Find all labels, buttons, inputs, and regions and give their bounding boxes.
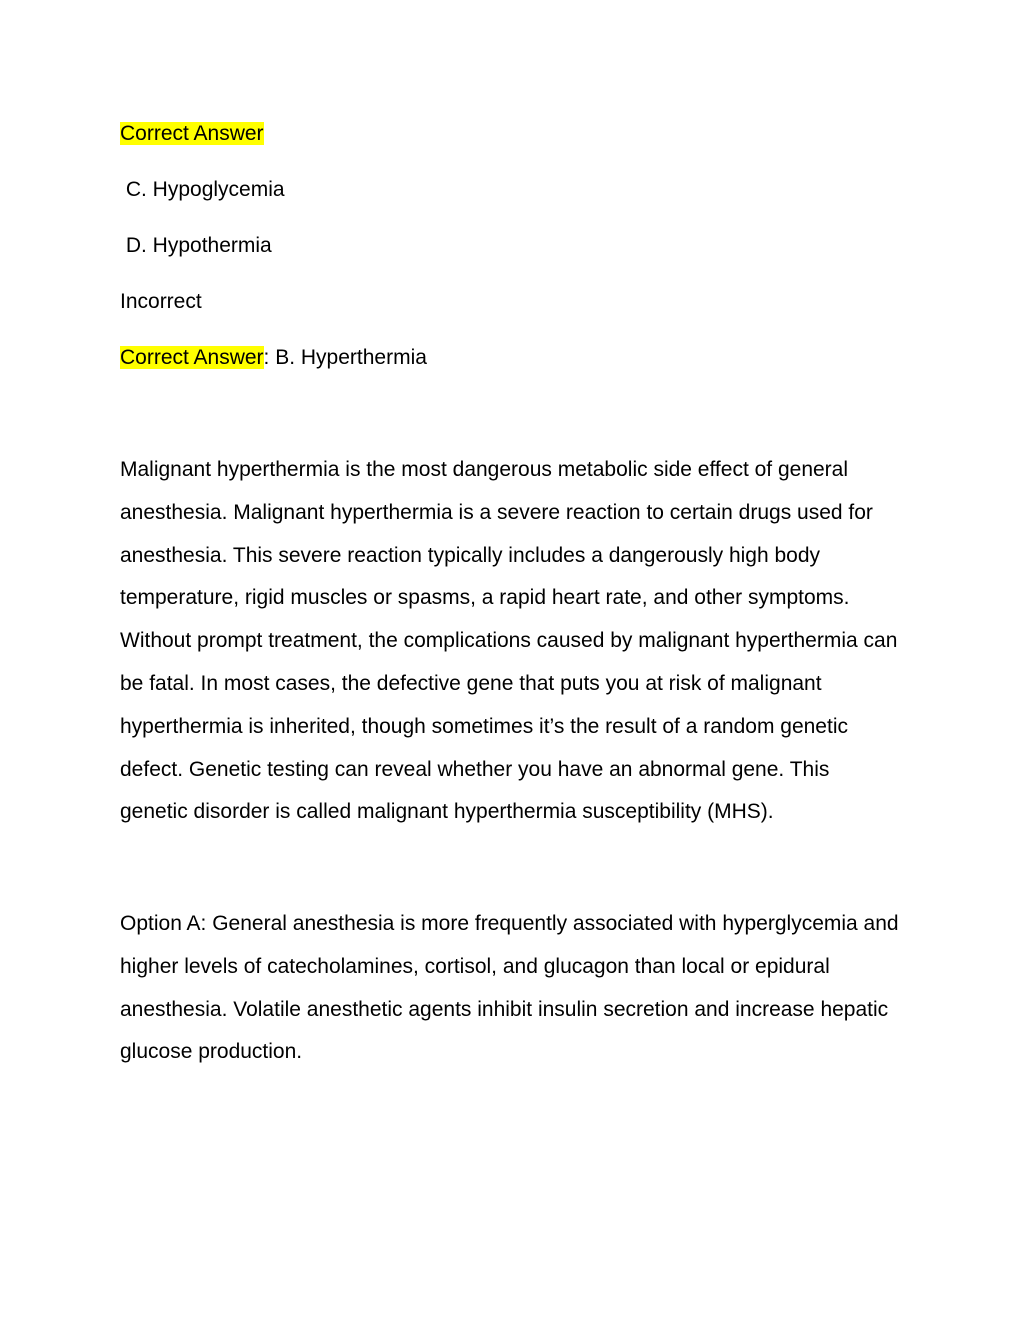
- correct-answer-heading: [120, 121, 264, 147]
- highlighted-label: Correct Answer: [120, 122, 264, 145]
- option-a-explanation: Option A: General anesthesia is more frequently associated with hyperglycemia and higher levels of catecholamines, cortisol, and glucagon than local or epidural anesthesia. Volatile anesthetic agents inhibit insulin secretion and increase hepatic glucose production.: [120, 912, 899, 1064]
- option-c: C. Hypoglycemia: [120, 178, 285, 201]
- correct-answer-line: [120, 345, 427, 371]
- correct-answer-label: Correct Answer: [120, 346, 264, 369]
- explanation-paragraph: Malignant hyperthermia is the most dangerous metabolic side effect of general anesthesia. Malignant hyperthermia is a severe reaction to certain drugs used for anesthesia. This severe reaction typically includes a dangerously high body temperature, rigid muscles or spasms, a rapid heart rate, and other symptoms. Without prompt treatment, the complications caused by malignant hyperthermia can be fatal. In most cases, the defective gene that puts you at risk of malignant hyperthermia is inherited, though sometimes it’s the result of a random genetic defect. Genetic testing can reveal whether you have an abnormal gene. This genetic disorder is called malignant hyperthermia susceptibility (MHS).: [120, 458, 898, 824]
- correct-answer-value: : B. Hyperthermia: [263, 346, 427, 369]
- option-d: D. Hypothermia: [120, 234, 272, 257]
- status-text: Incorrect: [120, 290, 202, 313]
